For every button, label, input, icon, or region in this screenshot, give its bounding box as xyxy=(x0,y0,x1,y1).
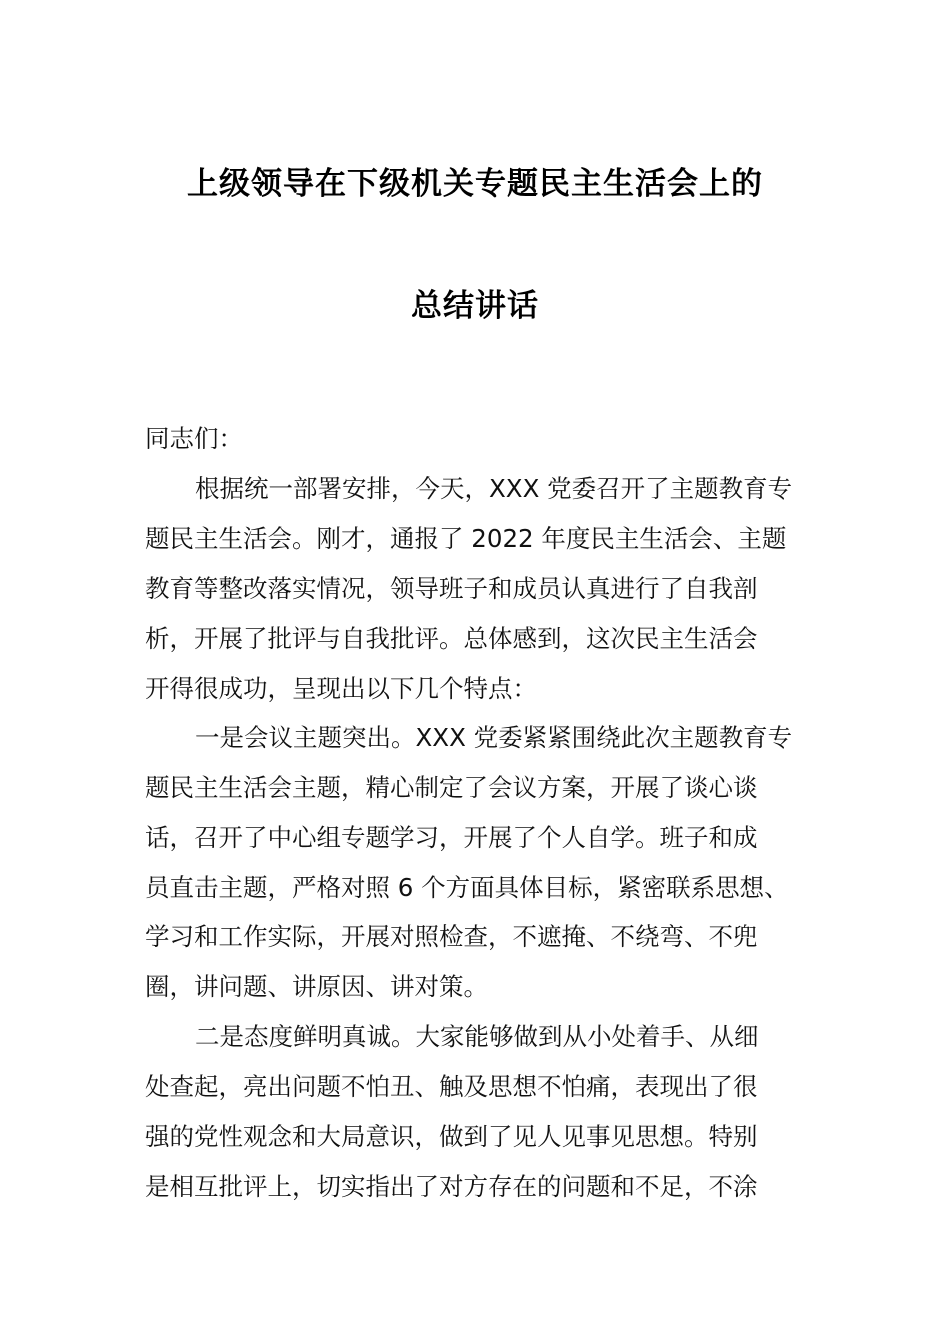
body-line: 员直击主题，严格对照 6 个方面具体目标，紧密联系思想、 xyxy=(145,873,789,902)
body-line: 根据统一部署安排，今天，XXX 党委召开了主题教育专 xyxy=(195,474,793,503)
body-line: 一是会议主题突出。XXX 党委紧紧围绕此次主题教育专 xyxy=(195,723,793,752)
body-line: 学习和工作实际，开展对照检查，不遮掩、不绕弯、不兜 xyxy=(145,922,758,951)
body-line: 析，开展了批评与自我批评。总体感到，这次民主生活会 xyxy=(145,624,758,653)
body-line: 处查起，亮出问题不怕丑、触及思想不怕痛，表现出了很 xyxy=(145,1072,758,1101)
body-line: 教育等整改落实情况，领导班子和成员认真进行了自我剖 xyxy=(145,574,758,603)
body-line: 强的党性观念和大局意识，做到了见人见事见思想。特别 xyxy=(145,1122,758,1151)
document-title-line-1: 上级领导在下级机关专题民主生活会上的 xyxy=(187,166,763,202)
document-title-line-2: 总结讲话 xyxy=(411,288,539,324)
body-line: 开得很成功，呈现出以下几个特点： xyxy=(145,674,537,703)
salutation: 同志们： xyxy=(145,424,243,453)
body-line: 二是态度鲜明真诚。大家能够做到从小处着手、从细 xyxy=(195,1022,759,1051)
body-line: 题民主生活会主题，精心制定了会议方案，开展了谈心谈 xyxy=(145,773,758,802)
body-line: 话，召开了中心组专题学习，开展了个人自学。班子和成 xyxy=(145,823,758,852)
body-line: 题民主生活会。刚才，通报了 2022 年度民主生活会、主题 xyxy=(145,524,787,553)
body-line: 圈，讲问题、讲原因、讲对策。 xyxy=(145,972,488,1001)
body-line: 是相互批评上，切实指出了对方存在的问题和不足，不涂 xyxy=(145,1172,758,1201)
